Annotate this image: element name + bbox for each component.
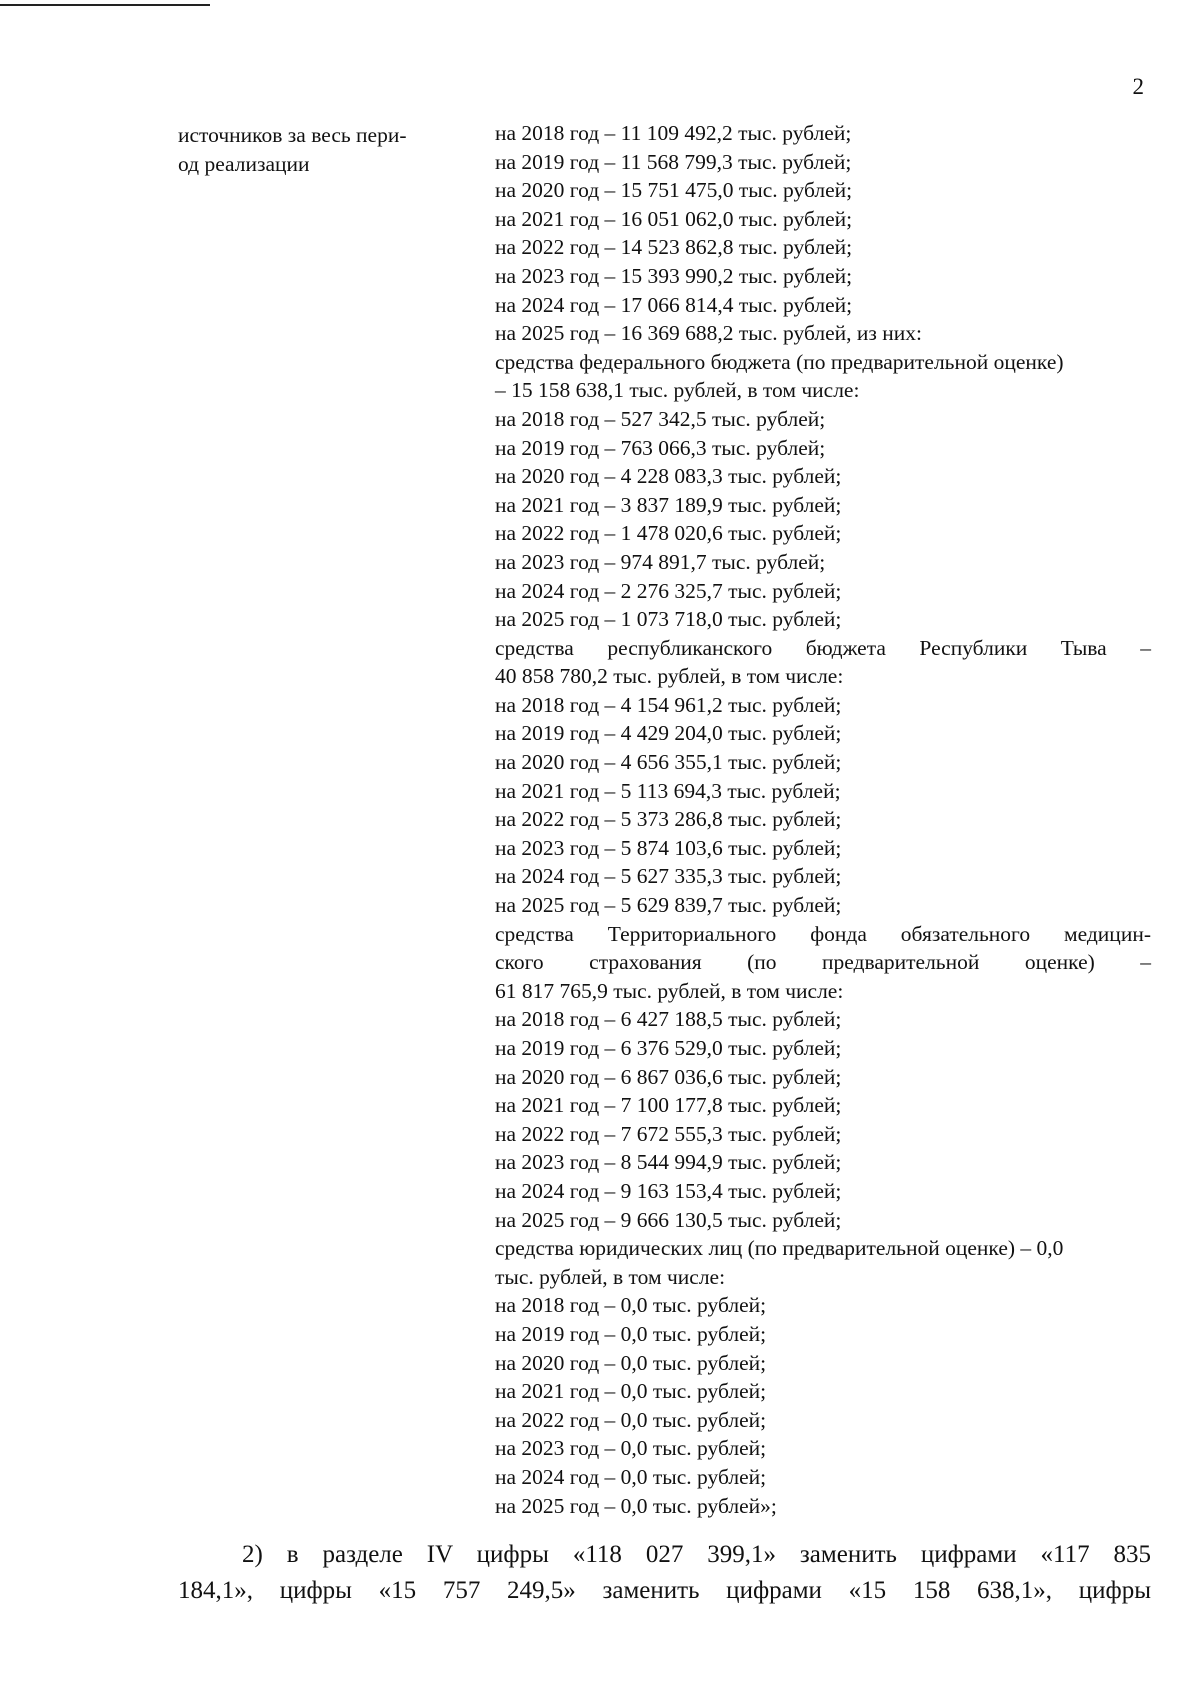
funding-line: на 2024 год – 5 627 335,3 тыс. рублей;	[495, 864, 842, 889]
funding-line: тыс. рублей, в том числе:	[495, 1264, 726, 1289]
funding-line: на 2019 год – 0,0 тыс. рублей;	[495, 1321, 767, 1346]
funding-line: 61 817 765,9 тыс. рублей, в том числе:	[495, 978, 844, 1003]
funding-line: на 2025 год – 0,0 тыс. рублей»;	[495, 1493, 777, 1518]
amendment-paragraph	[178, 1537, 1151, 1609]
funding-line: средства федерального бюджета (по предварительной оценке)	[495, 349, 1064, 374]
funding-line: на 2024 год – 17 066 814,4 тыс. рублей;	[495, 292, 853, 317]
funding-line: – 15 158 638,1 тыс. рублей, в том числе:	[495, 378, 860, 403]
funding-line: на 2020 год – 4 656 355,1 тыс. рублей;	[495, 750, 842, 775]
funding-line: на 2025 год – 5 629 839,7 тыс. рублей;	[495, 893, 842, 918]
funding-line: на 2024 год – 9 163 153,4 тыс. рублей;	[495, 1178, 842, 1203]
funding-line: на 2018 год – 527 342,5 тыс. рублей;	[495, 406, 826, 431]
funding-line: средства юридических лиц (по предварительной оценке) – 0,0	[495, 1236, 1064, 1261]
funding-line: на 2019 год – 11 568 799,3 тыс. рублей;	[495, 149, 852, 174]
funding-line: на 2020 год – 6 867 036,6 тыс. рублей;	[495, 1064, 842, 1089]
funding-line: на 2019 год – 4 429 204,0 тыс. рублей;	[495, 721, 842, 746]
funding-line: на 2024 год – 0,0 тыс. рублей;	[495, 1464, 767, 1489]
funding-line: на 2020 год – 4 228 083,3 тыс. рублей;	[495, 464, 842, 489]
funding-line: на 2022 год – 1 478 020,6 тыс. рублей;	[495, 521, 842, 546]
funding-line: на 2019 год – 763 066,3 тыс. рублей;	[495, 435, 826, 460]
funding-line: на 2025 год – 16 369 688,2 тыс. рублей, из них:	[495, 321, 923, 346]
funding-line: на 2022 год – 7 672 555,3 тыс. рублей;	[495, 1121, 842, 1146]
funding-line: 40 858 780,2 тыс. рублей, в том числе:	[495, 664, 844, 689]
left-column-label	[178, 121, 448, 178]
funding-line: на 2023 год – 8 544 994,9 тыс. рублей;	[495, 1150, 842, 1175]
funding-line: на 2021 год – 16 051 062,0 тыс. рублей;	[495, 206, 853, 231]
funding-line: на 2020 год – 0,0 тыс. рублей;	[495, 1350, 767, 1375]
page-number: 2	[1132, 74, 1144, 99]
funding-line: на 2023 год – 0,0 тыс. рублей;	[495, 1436, 767, 1461]
funding-line: на 2022 год – 5 373 286,8 тыс. рублей;	[495, 807, 842, 832]
header-rule	[0, 4, 210, 6]
funding-line: на 2021 год – 0,0 тыс. рублей;	[495, 1379, 767, 1404]
funding-line: на 2018 год – 11 109 492,2 тыс. рублей;	[495, 121, 852, 145]
funding-line: на 2024 год – 2 276 325,7 тыс. рублей;	[495, 578, 842, 603]
funding-line: на 2025 год – 9 666 130,5 тыс. рублей;	[495, 1207, 842, 1232]
funding-line: на 2020 год – 15 751 475,0 тыс. рублей;	[495, 178, 853, 203]
funding-line: средства Территориального фонда обязательного медицин-	[495, 921, 1151, 946]
funding-line: на 2018 год – 6 427 188,5 тыс. рублей;	[495, 1007, 842, 1032]
funding-line: ского страхования (по предварительной оценке) –	[495, 950, 1151, 975]
funding-line: на 2023 год – 15 393 990,2 тыс. рублей;	[495, 263, 853, 288]
funding-line: на 2023 год – 5 874 103,6 тыс. рублей;	[495, 835, 842, 860]
funding-line: на 2022 год – 14 523 862,8 тыс. рублей;	[495, 235, 853, 260]
left-label-line: источников за весь пери-	[178, 123, 407, 147]
funding-line: на 2022 год – 0,0 тыс. рублей;	[495, 1407, 767, 1432]
funding-line: на 2018 год – 4 154 961,2 тыс. рублей;	[495, 692, 842, 717]
funding-line: средства республиканского бюджета Республики Тыва –	[495, 635, 1151, 660]
funding-breakdown	[495, 119, 1151, 1520]
funding-line: на 2019 год – 6 376 529,0 тыс. рублей;	[495, 1036, 842, 1060]
paragraph-line: 2) в разделе IV цифры «118 027 399,1» заменить цифрами «117 835	[242, 1541, 1151, 1568]
funding-line: на 2025 год – 1 073 718,0 тыс. рублей;	[495, 607, 842, 632]
funding-line: на 2023 год – 974 891,7 тыс. рублей;	[495, 549, 826, 574]
funding-line: на 2021 год – 3 837 189,9 тыс. рублей;	[495, 492, 842, 517]
funding-line: на 2021 год – 5 113 694,3 тыс. рублей;	[495, 778, 841, 803]
funding-line: на 2021 год – 7 100 177,8 тыс. рублей;	[495, 1093, 842, 1118]
funding-line: на 2018 год – 0,0 тыс. рублей;	[495, 1293, 767, 1318]
paragraph-line: 184,1», цифры «15 757 249,5» заменить цифрами «15 158 638,1», цифры	[178, 1577, 1151, 1604]
left-label-line: од реализации	[178, 151, 310, 176]
